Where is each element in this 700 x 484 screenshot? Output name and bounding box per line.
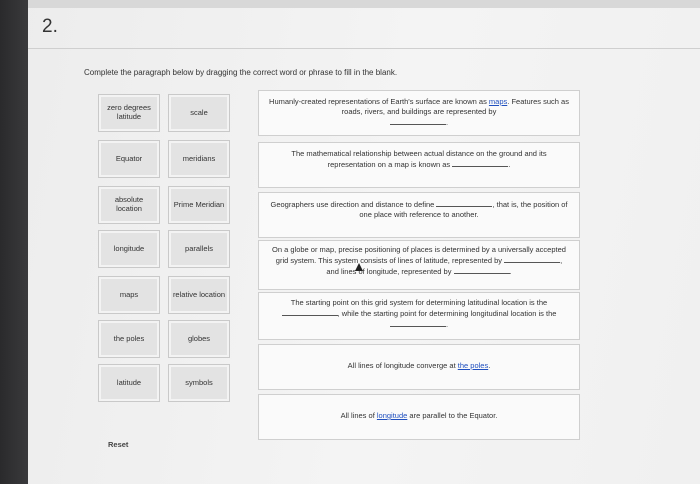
dropped-answer-the-poles[interactable]: the poles	[457, 361, 489, 370]
statement-1: Humanly-created representations of Earth's surface are known as maps. Features such as roads, rivers, and buildings are represented by .	[258, 90, 580, 136]
drop-target-3[interactable]	[436, 199, 492, 207]
question-number: 2.	[42, 16, 58, 37]
tile-latitude[interactable]: latitude	[98, 364, 160, 402]
statement-7-text-b: are parallel to the Equator.	[409, 411, 498, 420]
tile-scale[interactable]: scale	[168, 94, 230, 132]
drop-target-4a[interactable]	[504, 255, 560, 263]
statement-6-text: All lines of longitude converge at	[347, 361, 456, 370]
tile-meridians[interactable]: meridians	[168, 140, 230, 178]
drop-target-5b[interactable]	[390, 319, 446, 327]
left-bezel	[0, 0, 28, 484]
statement-7	[258, 394, 580, 440]
mouse-cursor-icon	[355, 263, 363, 271]
drop-target-4b[interactable]	[454, 266, 510, 274]
statement-7-text-a: All lines of	[340, 411, 375, 420]
drop-target-2[interactable]	[452, 159, 508, 167]
statement-5-text-a: The starting point on this grid system for determining latitudinal location is the	[290, 298, 548, 307]
statement-3-text-a: Geographers use direction and distance to define	[270, 200, 435, 209]
statement-3	[258, 192, 580, 238]
statement-4-text-b: , and lines of longitude, represented by	[326, 255, 563, 276]
top-strip	[28, 0, 700, 8]
tile-parallels[interactable]: parallels	[168, 230, 230, 268]
instructions: Complete the paragraph below by dragging the correct word or phrase to fill in the blank.	[84, 68, 398, 77]
statement-6: All lines of longitude converge at the poles.	[258, 344, 580, 390]
header-divider	[28, 48, 700, 49]
dropped-answer-maps[interactable]: maps	[488, 97, 508, 106]
reset-button[interactable]: Reset	[108, 440, 129, 449]
statement-4-text-a: On a globe or map, precise positioning of places is determined by a universally accepted grid system. This system consists of lines of latitude, represented by	[272, 245, 566, 265]
statement-4: On a globe or map, precise positioning of places is determined by a universally accepted grid system. This system consists of lines of latitude, represented by , and lines of longitude, represented by .	[258, 240, 580, 290]
tile-the-poles[interactable]: the poles	[98, 320, 160, 358]
statement-1-text-a: Humanly-created representations of Earth's surface are known as	[269, 97, 487, 106]
tile-symbols[interactable]: symbols	[168, 364, 230, 402]
tile-maps[interactable]: maps	[98, 276, 160, 314]
tile-equator[interactable]: Equator	[98, 140, 160, 178]
tile-globes[interactable]: globes	[168, 320, 230, 358]
tile-absolute-location[interactable]: absolute location	[98, 186, 160, 224]
tile-prime-meridian[interactable]: Prime Meridian	[168, 186, 230, 224]
statement-2-text: The mathematical relationship between actual distance on the ground and its representation on a map is known as	[291, 149, 547, 170]
tile-longitude[interactable]: longitude	[98, 230, 160, 268]
dropped-answer-longitude[interactable]: longitude	[376, 411, 408, 420]
drop-target-1[interactable]	[390, 117, 446, 125]
drop-target-5a[interactable]	[282, 308, 338, 316]
statement-2: The mathematical relationship between actual distance on the ground and its representation on a map is known as .	[258, 142, 580, 188]
statement-5-text-b: , while the starting point for determining longitudinal location is the	[337, 309, 557, 319]
statement-3-text-b: , that is, the position of one place with reference to another.	[359, 200, 568, 220]
tile-zero-degrees-latitude[interactable]: zero degrees latitude	[98, 94, 160, 132]
statement-1-text-b: Features such as roads, rivers, and buildings are represented by	[341, 97, 569, 117]
statement-5: The starting point on this grid system for determining latitudinal location is the , while the starting point for determining longitudinal location is the .	[258, 292, 580, 340]
tile-relative-location[interactable]: relative location	[168, 276, 230, 314]
